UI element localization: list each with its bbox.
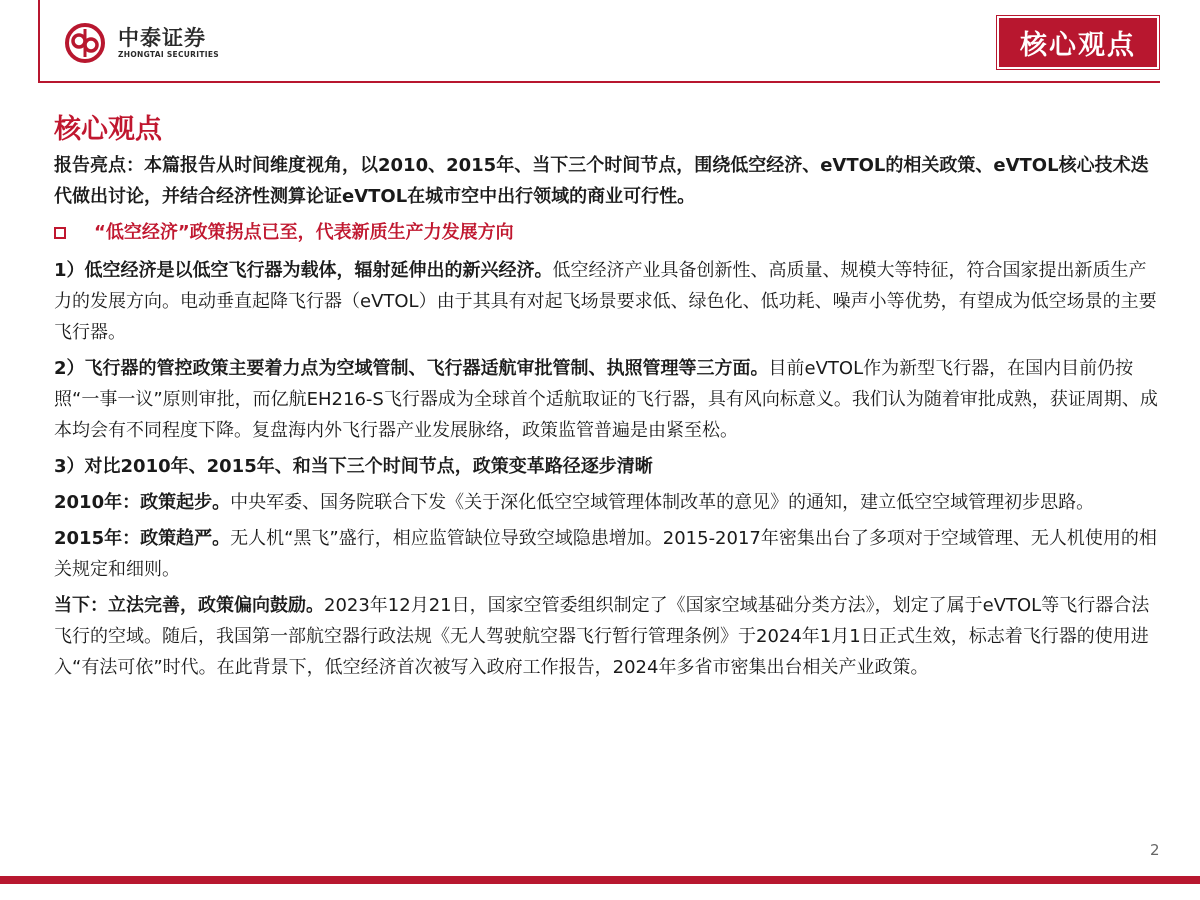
report-highlight: 报告亮点：本篇报告从时间维度视角，以2010、2015年、当下三个时间节点，围绕低空经济、eVTOL的相关政策、eVTOL核心技术迭代做出讨论，并结合经济性测算论证eVTOL在城市空中出行领域的商业可行性。 xyxy=(54,155,1149,207)
slide-content xyxy=(54,112,1160,688)
page-title: 核心观点 xyxy=(54,114,162,145)
footer-bar xyxy=(0,876,1200,884)
paragraph-2 xyxy=(54,353,1160,446)
company-logo xyxy=(64,22,219,64)
paragraph-current-lead: 当下：立法完善，政策偏向鼓励。 xyxy=(54,595,324,616)
paragraph-2015-body: 无人机“黑飞”盛行，相应监管缺位导致空域隐患增加。2015-2017年密集出台了多项对于空域管理、无人机使用的相关规定和细则。 xyxy=(54,528,1157,580)
paragraph-2015 xyxy=(54,523,1160,585)
paragraph-2010-body: 中央军委、国务院联合下发《关于深化低空空域管理体制改革的意见》的通知，建立低空空域管理初步思路。 xyxy=(230,492,1095,513)
paragraph-2-lead: 2）飞行器的管控政策主要着力点为空域管制、飞行器适航审批管制、执照管理等三方面。 xyxy=(54,358,769,379)
logo-chinese-name: 中泰证券 xyxy=(118,26,206,50)
paragraph-current-body: 2023年12月21日，国家空管委组织制定了《国家空域基础分类方法》，划定了属于eVTOL等飞行器合法飞行的空域。随后，我国第一部航空器行政法规《无人驾驶航空器飞行暂行管理条例》于2024年1月1日正式生效，标志着飞行器的使用进入“有法可依”时代。在此背景下，低空经济首次被写入政府工作报告，2024年多省市密集出台相关产业政策。 xyxy=(54,595,1150,678)
paragraph-3-lead: 3）对比2010年、2015年、和当下三个时间节点，政策变革路径逐步清晰 xyxy=(54,456,653,477)
paragraph-2010 xyxy=(54,487,1160,518)
paragraph-2-body: 目前eVTOL作为新型飞行器，在国内目前仍按照“一事一议”原则审批，而亿航EH216-S飞行器成为全球首个适航取证的飞行器，具有风向标意义。我们认为随着审批成熟，获证周期、成本均会有不同程度下降。复盘海内外飞行器产业发展脉络，政策监管普遍是由紧至松。 xyxy=(54,358,1158,441)
paragraph-2010-lead: 2010年：政策起步。 xyxy=(54,492,231,513)
logo-english-name: ZHONGTAI SECURITIES xyxy=(118,50,219,59)
section-bullet xyxy=(54,218,1160,248)
paragraph-3 xyxy=(54,451,1160,482)
zhongtai-logo-icon xyxy=(64,22,110,64)
header-vertical-rule xyxy=(38,0,40,82)
paragraph-1-lead: 1）低空经济是以低空飞行器为载体，辐射延伸出的新兴经济。 xyxy=(54,260,553,281)
section-bullet-text: “低空经济”政策拐点已至，代表新质生产力发展方向 xyxy=(94,222,514,243)
square-bullet-icon xyxy=(54,227,66,239)
header-divider xyxy=(38,81,1160,83)
paragraph-1 xyxy=(54,255,1160,348)
page-number: 2 xyxy=(1150,841,1160,859)
paragraph-2015-lead: 2015年：政策趋严。 xyxy=(54,528,231,549)
paragraph-1-body: 低空经济产业具备创新性、高质量、规模大等特征，符合国家提出新质生产力的发展方向。电动垂直起降飞行器（eVTOL）由于其具有对起飞场景要求低、绿色化、低功耗、噪声小等优势，有望成为低空场景的主要飞行器。 xyxy=(54,260,1157,343)
section-badge: 核心观点 xyxy=(997,16,1159,69)
paragraph-current xyxy=(54,590,1160,683)
